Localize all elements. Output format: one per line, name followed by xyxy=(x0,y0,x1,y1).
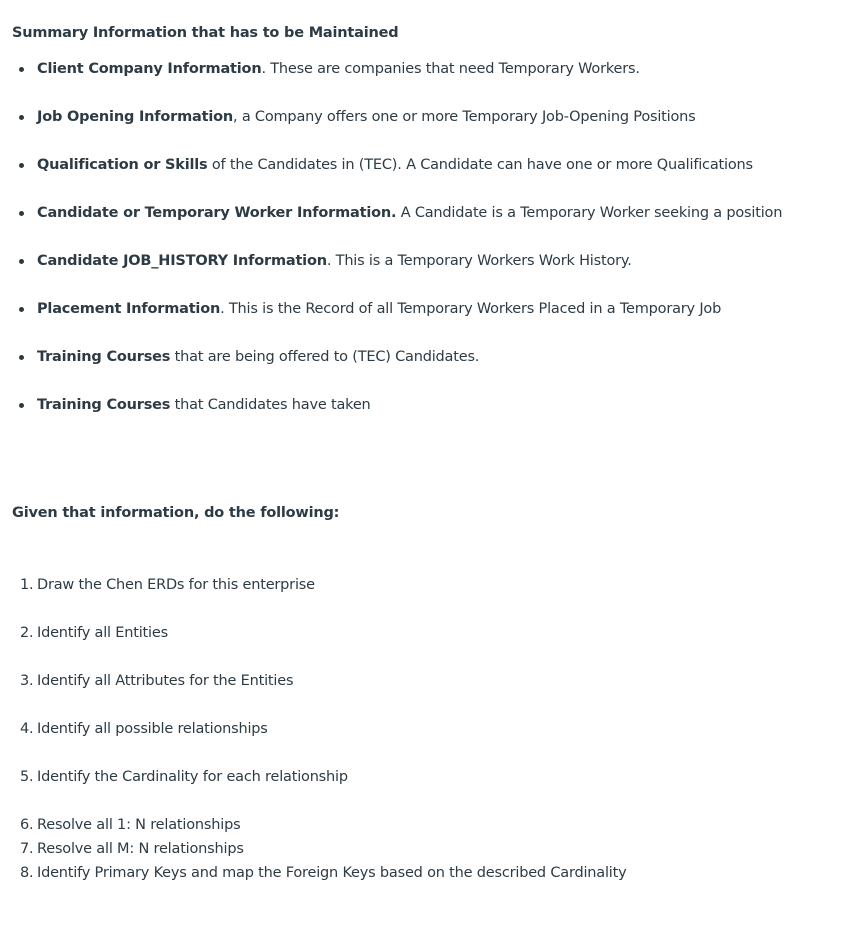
item-bold-label: Candidate JOB_HISTORY Information xyxy=(37,253,327,269)
item-bold-label: Candidate or Temporary Worker Information. xyxy=(37,205,397,221)
tasks-list xyxy=(0,575,626,887)
item-text: A Candidate is a Temporary Worker seeking a position xyxy=(396,205,783,221)
list-item xyxy=(0,395,782,415)
list-item xyxy=(0,719,626,739)
list-item xyxy=(0,107,782,127)
list-item xyxy=(0,155,782,175)
step-text: Identify all possible relationships xyxy=(37,721,268,737)
list-item xyxy=(0,815,626,835)
item-bold-label: Qualification or Skills xyxy=(37,157,208,173)
step-number: 8. xyxy=(20,865,34,881)
step-number: 2. xyxy=(20,625,34,641)
item-text: . This is a Temporary Workers Work History. xyxy=(326,253,632,269)
list-item xyxy=(0,863,626,883)
step-text: Resolve all M: N relationships xyxy=(37,841,244,857)
item-text: . These are companies that need Temporary Workers. xyxy=(261,61,640,77)
item-bold-label: Client Company Information xyxy=(37,61,262,77)
list-item xyxy=(0,251,782,271)
step-number: 3. xyxy=(20,673,34,689)
step-text: Identify Primary Keys and map the Foreign Keys based on the described Cardinality xyxy=(37,865,627,881)
summary-list xyxy=(0,59,782,443)
list-item xyxy=(0,767,626,787)
tasks-heading: Given that information, do the following: xyxy=(12,505,340,521)
item-bold-label: Placement Information xyxy=(37,301,221,317)
item-text: , a Company offers one or more Temporary Job-Opening Positions xyxy=(233,109,696,125)
step-text: Identify all Attributes for the Entities xyxy=(37,673,294,689)
item-bold-label: Job Opening Information xyxy=(37,109,233,125)
step-number: 5. xyxy=(20,769,34,785)
list-item xyxy=(0,203,782,223)
list-item xyxy=(0,575,626,595)
list-item xyxy=(0,623,626,643)
item-bold-label: Training Courses xyxy=(37,397,171,413)
item-bold-label: Training Courses xyxy=(37,349,171,365)
list-item xyxy=(0,671,626,691)
item-text: that are being offered to (TEC) Candidates. xyxy=(170,349,480,365)
step-number: 4. xyxy=(20,721,34,737)
list-item xyxy=(0,299,782,319)
step-text: Identify all Entities xyxy=(37,625,168,641)
item-text: of the Candidates in (TEC). A Candidate can have one or more Qualifications xyxy=(207,157,753,173)
step-number: 1. xyxy=(20,577,34,593)
list-item xyxy=(0,347,782,367)
list-item xyxy=(0,59,782,79)
item-text: . This is the Record of all Temporary Workers Placed in a Temporary Job xyxy=(220,301,722,317)
item-text: that Candidates have taken xyxy=(170,397,371,413)
list-item xyxy=(0,839,626,859)
step-text: Identify the Cardinality for each relationship xyxy=(37,769,348,785)
step-number: 6. xyxy=(20,817,34,833)
step-number: 7. xyxy=(20,841,34,857)
step-text: Draw the Chen ERDs for this enterprise xyxy=(37,577,315,593)
summary-heading: Summary Information that has to be Maintained xyxy=(12,25,399,41)
step-text: Resolve all 1: N relationships xyxy=(37,817,241,833)
